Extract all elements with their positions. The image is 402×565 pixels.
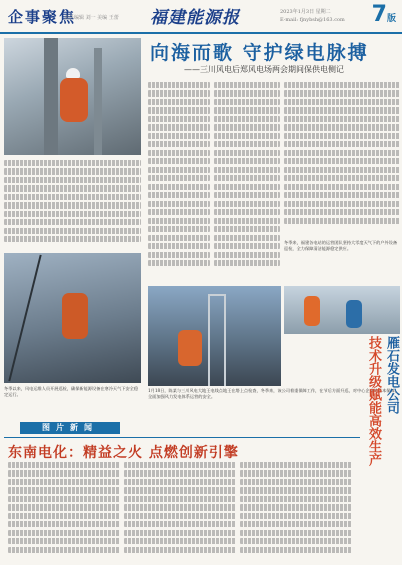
- feature-subheadline: ——三川风电后郑风电场两会期间保供电侧记: [184, 65, 344, 74]
- issue-meta: [280, 8, 345, 24]
- bottom-article-col-1: [8, 462, 120, 560]
- article-column-3: [214, 82, 280, 282]
- side-headline-part1: 雁石发电公司: [384, 336, 399, 414]
- side-feature: [360, 336, 400, 562]
- issue-email: E-mail: fjnybsh@163.com: [280, 17, 345, 23]
- issue-date: 2023年1月3日 星期二: [280, 9, 331, 15]
- article-column-4: [284, 82, 400, 234]
- page-number: 7版: [371, 2, 396, 27]
- photo-news-label: 图片新闻: [20, 422, 120, 434]
- photo-rope-access-worker: [4, 253, 141, 383]
- photo-caption-center: 1月18日，陈某与三川风电大地王电线点地王在塔上点检查，冬季来，该公司着重保障工作，在节后方面升巡，对中心企业的基本保障，全面加强风力发电体系运营的安全。: [148, 388, 399, 399]
- bottom-article-col-2: [124, 462, 236, 560]
- section-editor-line: 责任编辑 刘一 美编 王蕾: [64, 15, 119, 21]
- newspaper-name: 福建能源报: [150, 8, 240, 28]
- hero-photo-wind-worker: [4, 38, 141, 155]
- photo-caption-left: 冬季以来，风电运维人员开展巡检，确保新能源设备在寒冷天气下安全稳定运行。: [4, 386, 139, 397]
- article-column-2: [148, 82, 210, 282]
- section-divider: [4, 437, 360, 438]
- photo-caption-right: 冬季来，福建各电站的运营团队坚持大零度天气下的户外设备巡检，全力保障清洁能源稳定供应。: [284, 240, 398, 252]
- feature-headline: 向海而歌 守护绿电脉搏: [150, 42, 369, 64]
- photo-turbine-tower: [148, 286, 281, 386]
- photo-field-team: [284, 286, 400, 334]
- bottom-article-col-3: [240, 462, 352, 560]
- masthead: [0, 0, 402, 34]
- side-headline-part2: 技术升级赋能高效生产: [366, 336, 381, 466]
- bottom-feature-headline: 东南电化：精益之火 点燃创新引擎: [8, 445, 239, 461]
- article-column-1: [4, 160, 141, 250]
- section-name: 企事聚焦: [8, 8, 77, 26]
